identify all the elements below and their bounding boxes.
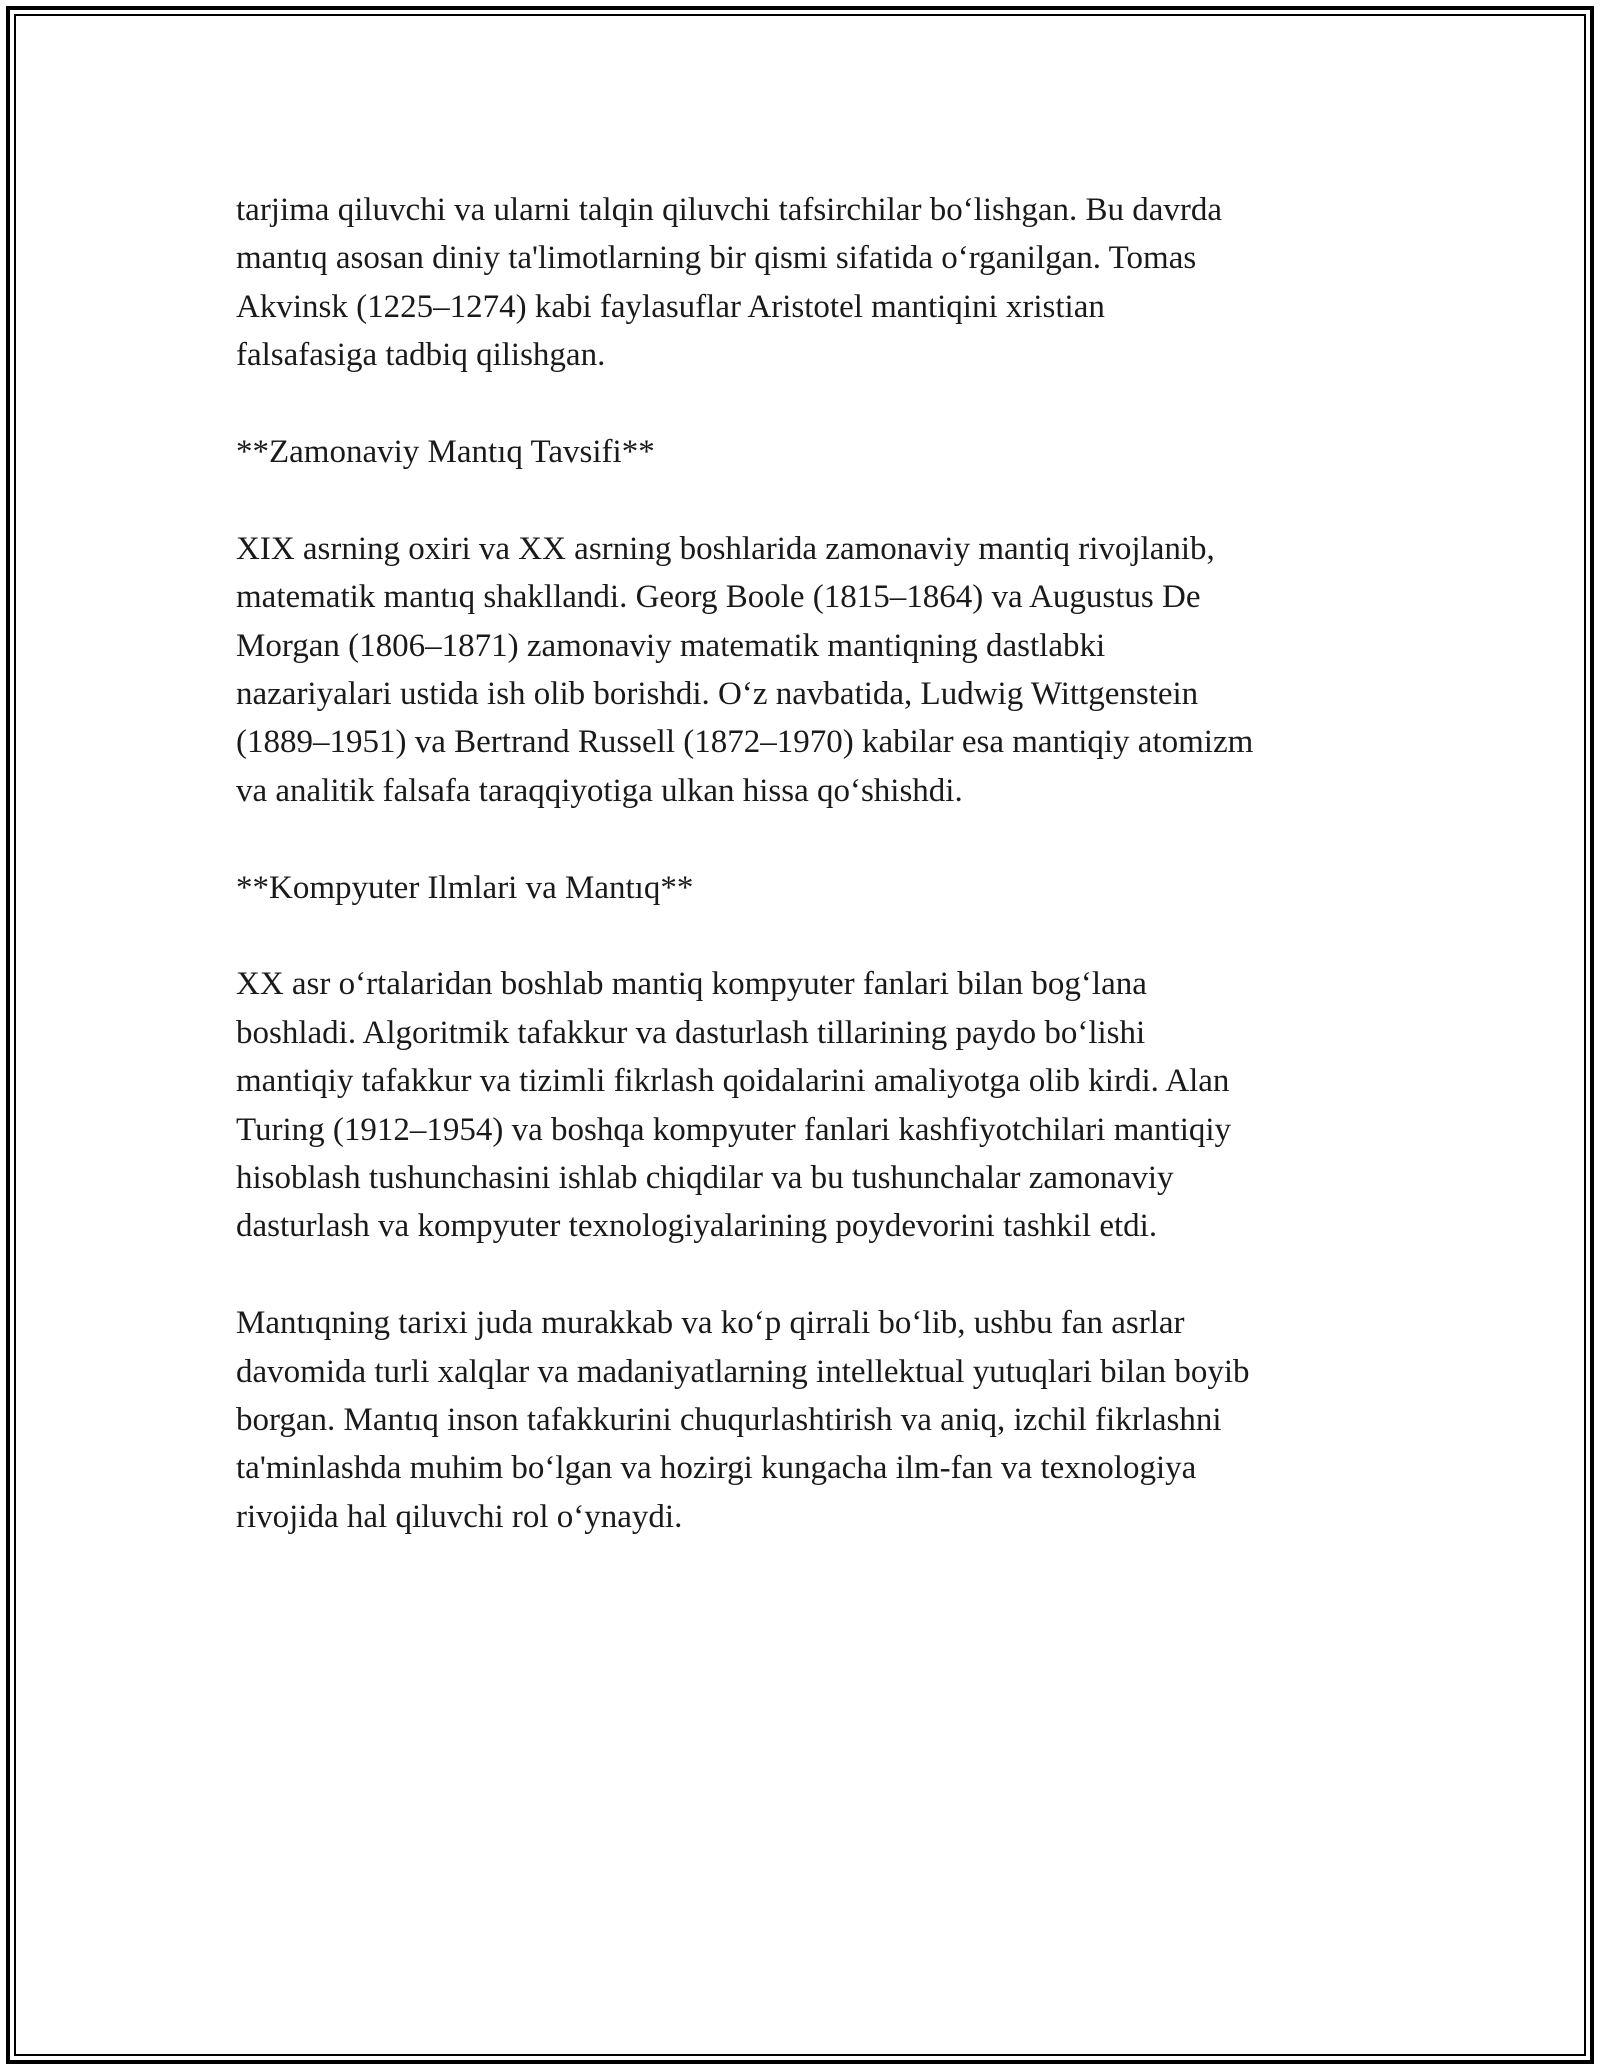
paragraph-modern-logic: XIX asrning oxiri va XX asrning boshlarida zamonaviy mantiq rivojlanib, matematik mantıq shakllandi. Georg Boole (1815–1864) va Augustus De Morgan (1806–1871) zamonaviy matematik mantiqning dastlabki nazariyalari ustida ish olib borishdi. O‘z navbatida, Ludwig Wittgenstein (1889–1951) va Bertrand Russell (1872–1970) kabilar esa mantiqiy atomizm va analitik falsafa taraqqiyotiga ulkan hissa qo‘shishdi.	[236, 530, 1254, 809]
paragraph-computer-science-logic: XX asr o‘rtalaridan boshlab mantiq kompyuter fanlari bilan bog‘lana boshladi. Algoritmik tafakkur va dasturlash tillarining paydo bo‘lishi mantiqiy tafakkur va tizimli fikrlash qoidalarini amaliyotga olib kirdi. Alan Turing (1912–1954) va boshqa kompyuter fanlari kashfiyotchilari mantiqiy hisoblash tushunchasini ishlab chiqdilar va bu tushunchalar zamonaviy dasturlash va kompyuter texnologiyalarining poydevorini tashkil etdi.	[236, 966, 1232, 1245]
heading-computer-science-logic: **Kompyuter Ilmlari va Mantıq**	[236, 869, 694, 906]
paragraph-conclusion: Mantıqning tarixi juda murakkab va ko‘p qirrali bo‘lib, ushbu fan asrlar davomida turli xalqlar va madaniyatlarning intellektual yutuqlari bilan boyib borgan. Mantıq inson tafakkurini chuqurlashtirish va aniq, izchil fikrlashni ta'minlashda muhim bo‘lgan va hozirgi kungacha ilm-fan va texnologiya rivojida hal qiluvchi rol o‘ynaydi.	[236, 1305, 1250, 1535]
document-body	[236, 186, 1386, 1590]
paragraph-scholastic-logic: tarjima qiluvchi va ularni talqin qiluvchi tafsirchilar bo‘lishgan. Bu davrda mantıq asosan diniy ta'limotlarning bir qismi sifatida o‘rganilgan. Tomas Akvinsk (1225–1274) kabi faylasuflar Aristotel mantiqini xristian falsafasiga tadbiq qilishgan.	[236, 192, 1223, 374]
heading-modern-logic: **Zamonaviy Mantıq Tavsifi**	[236, 434, 655, 471]
